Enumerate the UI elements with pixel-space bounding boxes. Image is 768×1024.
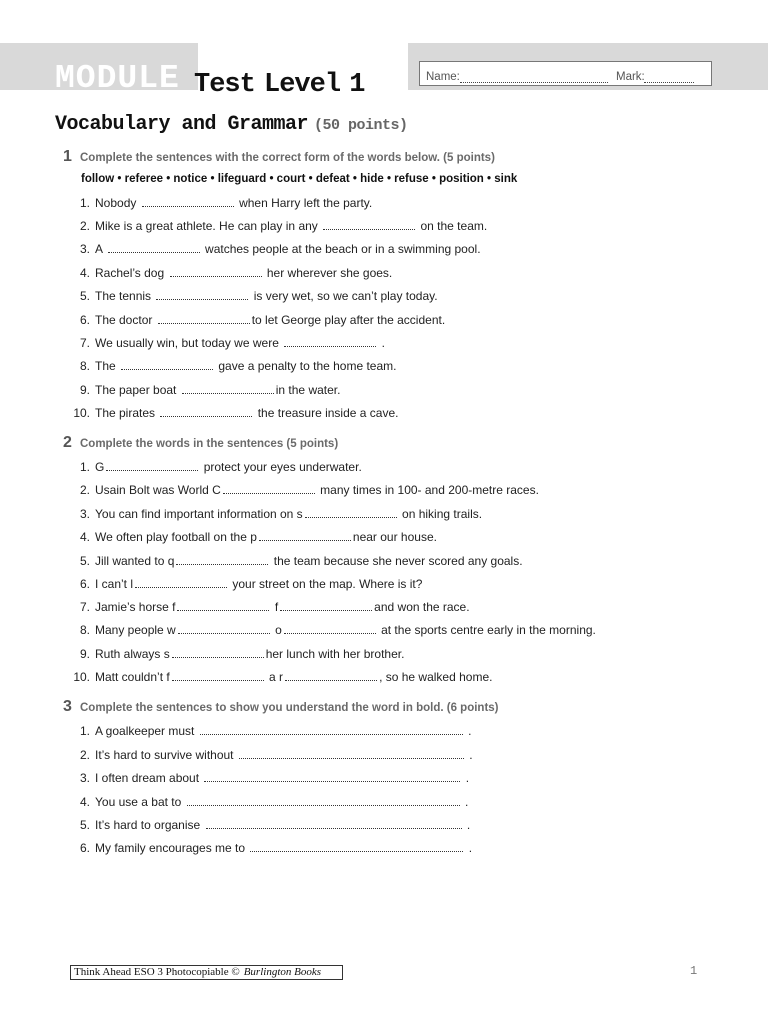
exercise-1-item [72,406,398,420]
item-text: gave a penalty to the home team. [218,359,397,373]
answer-blank[interactable] [284,623,376,634]
item-prompt: I often dream about [95,771,200,785]
item-text: protect your eyes underwater. [203,460,362,474]
item-number: 9. [79,647,90,661]
page-number: 1 [690,964,698,978]
answer-blank[interactable] [223,483,315,494]
item-text: Matt couldn’t f [95,670,170,684]
answer-blank[interactable] [106,460,198,471]
exercise-3-heading [63,698,499,716]
answer-blank[interactable] [259,530,351,541]
mark-field[interactable] [644,82,694,83]
item-text: the team because she never scored any goals. [273,554,523,568]
item-text: is very wet, so we can’t play today. [253,289,438,303]
exercise-1-heading [63,148,495,166]
item-number: 3. [79,771,90,785]
item-text: We usually win, but today we were [95,336,279,350]
item-number: 9. [79,383,90,397]
item-text: Mike is a great athlete. He can play in any [95,219,318,233]
item-text: on hiking trails. [402,507,483,521]
module-label: MODULE 2 [55,60,222,97]
item-text: . [381,336,385,350]
answer-line[interactable] [206,818,462,829]
item-text: on the team. [420,219,488,233]
answer-blank[interactable] [142,196,234,207]
exercise-3-item [72,748,473,762]
item-text: Usain Bolt was World C [95,483,221,497]
exercise-3-item [72,795,468,809]
exercise-2-item [72,483,539,497]
exercise-2-item [72,670,492,684]
item-text: her wherever she goes. [266,266,393,280]
item-text: I can’t l [95,577,134,591]
item-text: near our house. [352,530,437,544]
item-text: The doctor [95,313,153,327]
item-number: 2. [79,748,90,762]
footer-text: Think Ahead ESO 3 Photocopiable © [74,966,240,978]
answer-blank[interactable] [284,336,376,347]
item-text: G [95,460,105,474]
answer-blank[interactable] [323,219,415,230]
answer-blank[interactable] [305,507,397,518]
item-end: . [468,724,472,738]
item-text: You can find important information on s [95,507,303,521]
footer-copyright [70,965,343,980]
item-text: Nobody [95,196,137,210]
exercise-1-item [72,289,438,303]
answer-blank[interactable] [156,289,248,300]
item-number: 10. [73,406,90,420]
exercise-number: 2 [63,434,72,451]
item-prompt: You use a bat to [95,795,182,809]
item-end: . [465,771,470,785]
exercise-instruction: Complete the sentences with the correct form of the words below. (5 points) [80,152,495,164]
exercise-3-item [72,841,472,855]
item-number: 3. [79,507,90,521]
item-end: . [468,841,473,855]
exercise-2-item [72,460,362,474]
exercise-2-item [72,554,523,568]
item-number: 2. [79,219,90,233]
item-prompt: A goalkeeper must [95,724,195,738]
answer-line[interactable] [239,748,464,759]
exercise-number: 1 [63,148,72,165]
word-bank: follow • referee • notice • lifeguard • court • defeat • hide • refuse • position • sink [81,173,518,185]
answer-blank[interactable] [158,313,250,324]
exercise-2-item [72,600,470,614]
answer-blank[interactable] [172,670,264,681]
exercise-2-item [72,577,422,591]
exercise-2-heading [63,434,338,452]
item-text: Many people w [95,623,176,637]
item-text: A [95,242,103,256]
item-prompt: It’s hard to survive without [95,748,234,762]
item-number: 6. [79,841,90,855]
answer-blank[interactable] [135,577,227,588]
exercise-3-item [72,724,471,738]
answer-line[interactable] [250,841,463,852]
item-number: 5. [79,818,90,832]
answer-line[interactable] [204,771,460,782]
item-number: 10. [73,670,90,684]
item-text: your street on the map. Where is it? [232,577,423,591]
item-text: watches people at the beach or in a swimming pool. [205,242,481,256]
item-prompt: It’s hard to organise [95,818,201,832]
answer-blank[interactable] [182,383,274,394]
item-number: 7. [79,336,90,350]
answer-blank[interactable] [176,554,268,565]
exercise-1-item [72,219,487,233]
answer-blank[interactable] [170,266,262,277]
answer-blank[interactable] [285,670,377,681]
item-text: o [275,623,282,637]
item-text: Jill wanted to q [95,554,175,568]
exercise-1-item [72,359,397,373]
item-end: . [466,818,471,832]
item-text: The [95,359,116,373]
answer-blank[interactable] [280,600,372,611]
exercise-2-item [72,647,404,661]
answer-blank[interactable] [177,600,269,611]
item-number: 8. [79,623,90,637]
mark-label: Mark: [616,71,645,83]
item-text: Jamie’s horse f [95,600,176,614]
item-number: 1. [79,460,90,474]
item-prompt: My family encourages me to [95,841,246,855]
item-text: at the sports centre early in the morning. [381,623,596,637]
exercise-1-item [72,266,392,280]
item-number: 5. [79,289,90,303]
item-text: her lunch with her brother. [265,647,405,661]
exercise-3-item [72,818,470,832]
item-number: 3. [79,242,90,256]
item-number: 1. [79,196,90,210]
item-text: The tennis [95,289,152,303]
test-title: Test Level 1 [194,70,365,100]
item-number: 5. [79,554,90,568]
answer-blank[interactable] [160,406,252,417]
exercise-instruction: Complete the words in the sentences (5 points) [80,438,339,450]
item-text: We often play football on the p [95,530,257,544]
item-text: the treasure inside a cave. [257,406,399,420]
item-text: many times in 100- and 200-metre races. [320,483,539,497]
item-end: . [469,748,473,762]
exercise-1-item [72,313,445,327]
exercise-number: 3 [63,698,72,715]
exercise-1-item [72,383,340,397]
item-end: . [464,795,469,809]
name-mark-box [419,61,712,86]
exercise-2-item [72,530,437,544]
exercise-1-item [72,336,385,350]
name-label: Name: [426,71,460,83]
answer-blank[interactable] [121,359,213,370]
item-text: f [274,600,279,614]
item-text: The pirates [95,406,156,420]
item-number: 8. [79,359,90,373]
exercise-1-item [72,242,481,256]
item-number: 4. [79,266,90,280]
answer-blank[interactable] [172,647,264,658]
item-number: 4. [79,795,90,809]
item-text: The paper boat [95,383,177,397]
item-number: 7. [79,600,90,614]
exercise-1-item [72,196,372,210]
item-number: 6. [79,313,90,327]
exercise-2-item [72,507,482,521]
name-field[interactable] [460,82,608,83]
item-number: 4. [79,530,90,544]
answer-line[interactable] [200,724,463,735]
section-title-text: Vocabulary and Grammar [55,113,309,136]
answer-blank[interactable] [178,623,270,634]
exercise-3-item [72,771,469,785]
footer-brand: Burlington Books [243,966,322,978]
item-text: a r [269,670,284,684]
item-number: 1. [79,724,90,738]
item-text: to let George play after the accident. [251,313,446,327]
item-text: and won the race. [374,600,470,614]
item-number: 6. [79,577,90,591]
item-number: 2. [79,483,90,497]
item-text: in the water. [275,383,341,397]
exercise-2-item [72,623,596,637]
item-text: Ruth always s [95,647,170,661]
item-text: Rachel’s dog [95,266,165,280]
item-text: , so he walked home. [379,670,493,684]
section-title [55,113,408,136]
answer-line[interactable] [187,795,460,806]
exercise-instruction: Complete the sentences to show you understand the word in bold. (6 points) [80,702,499,714]
answer-blank[interactable] [108,242,200,253]
item-text: when Harry left the party. [239,196,373,210]
section-points: (50 points) [314,117,408,134]
